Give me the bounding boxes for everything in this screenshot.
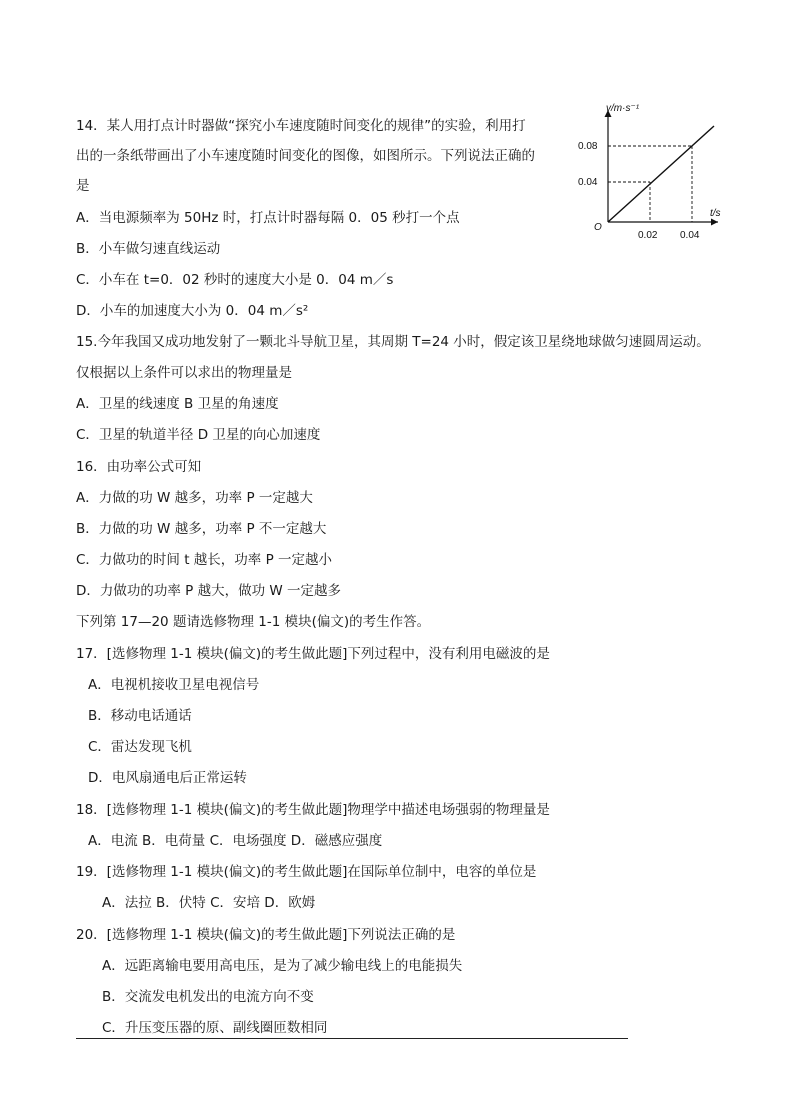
q14-stem-line3: 是 [76,178,90,194]
q16-option-d: D．力做功的功率 P 越大，做功 W 一定越多 [76,583,342,599]
x-tick-002: 0.02 [638,230,658,241]
q17-stem: 17．[选修物理 1-1 模块(偏文)的考生做此题]下列过程中，没有利用电磁波的是 [76,646,550,662]
q20-option-a: A．远距离输电要用高电压，是为了减少输电线上的电能损失 [102,958,463,974]
q19-stem: 19．[选修物理 1-1 模块(偏文)的考生做此题]在国际单位制中，电容的单位是 [76,864,537,880]
x-tick-004: 0.04 [680,230,700,241]
x-axis-label: t/s [710,208,721,219]
q16-option-b: B．力做的功 W 越多，功率 P 不一定越大 [76,521,327,537]
q14-option-b: B．小车做匀速直线运动 [76,241,221,257]
q15-options-row1: A．卫星的线速度 B 卫星的角速度 [76,396,279,412]
q18-options: A．电流 B．电荷量 C．电场强度 D．磁感应强度 [88,833,383,849]
q17-option-c: C．雷达发现飞机 [88,739,192,755]
q16-option-c: C．力做功的时间 t 越长，功率 P 一定越小 [76,552,333,568]
q17-option-d: D．电风扇通电后正常运转 [88,770,247,786]
y-axis-label: v/m·s⁻¹ [606,103,640,114]
velocity-series-line [608,126,714,222]
q16-option-a: A．力做的功 W 越多，功率 P 一定越大 [76,490,313,506]
q20-stem: 20．[选修物理 1-1 模块(偏文)的考生做此题]下列说法正确的是 [76,927,456,943]
velocity-time-graph [578,98,728,248]
q15-options-row2: C．卫星的轨道半径 D 卫星的向心加速度 [76,427,321,443]
q14-option-d: D．小车的加速度大小为 0．04 m／s² [76,303,309,319]
q17-option-b: B．移动电话通话 [88,708,192,724]
q20-option-c: C．升压变压器的原、副线圈匝数相同 [102,1020,328,1036]
q14-stem-line2: 出的一条纸带画出了小车速度随时间变化的图像，如图所示。下列说法正确的 [76,148,535,164]
q15-stem-line1: 15.今年我国又成功地发射了一颗北斗导航卫星，其周期 T=24 小时，假定该卫星绕地球做匀速圆周运动。 [76,334,710,350]
q15-stem-line2: 仅根据以上条件可以求出的物理量是 [76,365,292,381]
q16-stem: 16．由功率公式可知 [76,459,202,475]
q17-option-a: A．电视机接收卫星电视信号 [88,677,260,693]
q20-option-b: B．交流发电机发出的电流方向不变 [102,989,314,1005]
y-tick-008: 0.08 [578,141,598,152]
section-note: 下列第 17—20 题请选修物理 1-1 模块(偏文)的考生作答。 [76,614,431,630]
q14-stem-line1: 14．某人用打点计时器做“探究小车速度随时间变化的规律”的实验，利用打 [76,118,526,134]
y-tick-004: 0.04 [578,177,598,188]
footer-rule [76,1038,628,1039]
q19-options: A．法拉 B．伏特 C．安培 D．欧姆 [102,895,316,911]
q18-stem: 18．[选修物理 1-1 模块(偏文)的考生做此题]物理学中描述电场强弱的物理量是 [76,802,550,818]
q14-option-c: C．小车在 t=0．02 秒时的速度大小是 0．04 m／s [76,272,394,288]
q14-option-a: A．当电源频率为 50Hz 时，打点计时器每隔 0．05 秒打一个点 [76,210,460,226]
origin-label: O [594,222,602,233]
